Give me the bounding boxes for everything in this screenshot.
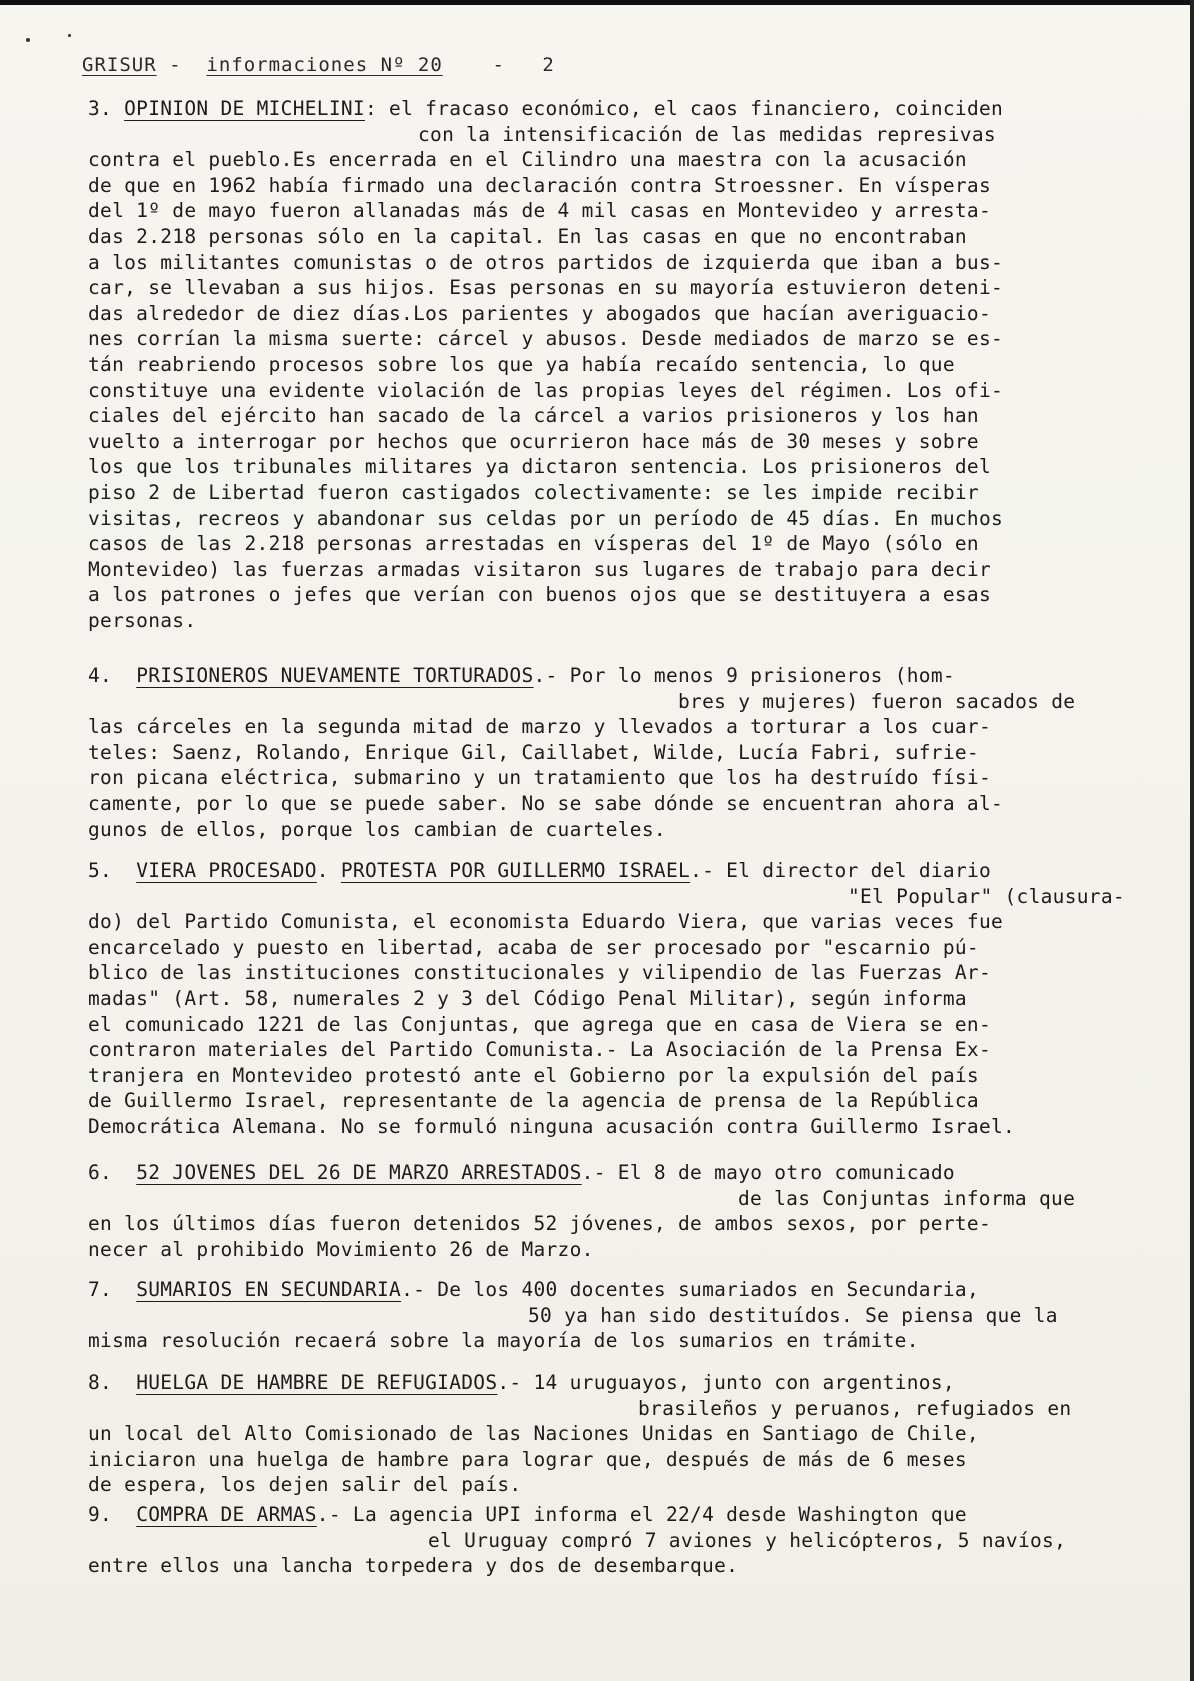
item-title: PRISIONEROS NUEVAMENTE TORTURADOS [136,664,534,687]
scan-speck [68,34,71,37]
item-lead: .- El director del diario [690,859,992,882]
item-title: SUMARIOS EN SECUNDARIA [136,1278,402,1301]
body-line: tán reabriendo procesos sobre los que ya había recaído sentencia, lo que [88,352,955,376]
item-lead-continuation: el Uruguay compró 7 aviones y helicópteros, 5 navíos, [428,1528,1067,1552]
item-title: VIERA PROCESADO [136,859,317,882]
item-lead-continuation: de las Conjuntas informa que [738,1186,1076,1210]
page-number: 2 [542,54,555,76]
item-lead: : el fracaso económico, el caos financiero, coinciden [364,97,1004,120]
item-body [88,1211,1178,1262]
body-line: un local del Alto Comisionado de las Naciones Unidas en Santiago de Chile, [88,1422,979,1446]
item-title: 52 JOVENES DEL 26 DE MARZO ARRESTADOS [136,1161,582,1184]
item-body [88,1421,1178,1498]
item-number: 7. [88,1278,113,1301]
body-line: del 1º de mayo fueron allanadas más de 4 mil casas en Montevideo y arresta- [88,199,991,223]
item-number: 6. [88,1161,113,1184]
body-line: piso 2 de Libertad fueron castigados colectivamente: se les impide recibir [88,480,979,504]
item-body [88,909,1178,1139]
news-item-6 [88,1160,1178,1262]
scan-right-edge [1190,0,1194,1681]
item-number: 9. [88,1503,113,1526]
item-number: 3. [88,97,113,120]
item-title: HUELGA DE HAMBRE DE REFUGIADOS [136,1371,498,1394]
item-lead-continuation: 50 ya han sido destituídos. Se piensa que la [528,1303,1058,1327]
item-lead-continuation: "El Popular" (clausura- [848,884,1125,908]
news-item-7 [88,1277,1178,1354]
header-separator: - [156,54,194,76]
body-line: a los militantes comunistas o de otros partidos de izquierda que iban a bus- [88,250,1004,274]
item-title-second: PROTESTA POR GUILLERMO ISRAEL [340,859,691,882]
body-line: ciales del ejército han sacado de la cárcel a varios prisioneros y los han [88,404,979,428]
body-line: las cárceles en la segunda mitad de marzo y llevados a torturar a los cuar- [88,715,991,739]
body-line: camente, por lo que se puede saber. No se sabe dónde se encuentran ahora al- [88,791,1004,815]
body-line: das alrededor de diez días.Los parientes y abogados que hacían averiguacio- [88,301,991,325]
body-line: visitas, recreos y abandonar sus celdas por un período de 45 días. En muchos [88,506,1004,530]
body-line: de espera, los dejen salir del país. [88,1473,522,1497]
body-line: vuelto a interrogar por hechos que ocurrieron hace más de 30 meses y sobre [88,429,979,453]
body-line: contraron materiales del Partido Comunista.- La Asociación de la Prensa Ex- [88,1038,991,1062]
item-lead: .- La agencia UPI informa el 22/4 desde Washington que [316,1503,967,1526]
item-lead: .- 14 uruguayos, junto con argentinos, [497,1371,955,1394]
body-line: nes corrían la misma suerte: cárcel y abusos. Desde mediados de marzo se es- [88,327,1004,351]
item-lead: .- De los 400 docentes sumariados en Secundaria, [401,1278,979,1301]
body-line: necer al prohibido Movimiento 26 de Marzo. [88,1237,594,1261]
body-line: gunos de ellos, porque los cambian de cuarteles. [88,817,666,841]
body-line: iniciaron una huelga de hambre para lograr que, después de más de 6 meses [88,1447,967,1471]
header-dash: - [492,54,505,76]
body-line: casos de las 2.218 personas arrestadas en vísperas del 1º de Mayo (sólo en [88,532,979,556]
body-line: Montevideo) las fuerzas armadas visitaron sus lugares de trabajo para decir [88,557,991,581]
item-lead-continuation: con la intensificación de las medidas represivas [418,122,996,146]
body-line: en los últimos días fueron detenidos 52 jóvenes, de ambos sexos, por perte- [88,1212,991,1236]
body-line: contra el pueblo.Es encerrada en el Cilindro una maestra con la acusación [88,148,967,172]
body-line: los que los tribunales militares ya dictaron sentencia. Los prisioneros del [88,455,991,479]
news-item-8 [88,1370,1178,1498]
body-line: a los patrones o jefes que verían con buenos ojos que se destituyera a esas [88,583,991,607]
item-body [88,1553,1178,1579]
item-lead: .- El 8 de mayo otro comunicado [581,1161,955,1184]
scan-speck [26,38,30,42]
item-title: OPINION DE MICHELINI [124,97,365,120]
news-item-9 [88,1502,1178,1579]
body-line: Democrática Alemana. No se formuló ninguna acusación contra Guillermo Israel. [88,1114,1016,1138]
header-title: informaciones Nº 20 [206,54,443,76]
page-header [82,54,555,76]
body-line: misma resolución recaerá sobre la mayoría de los sumarios en trámite. [88,1329,919,1353]
body-line: de que en 1962 había firmado una declaración contra Stroessner. En vísperas [88,173,991,197]
body-line: ron picana eléctrica, submarino y un tratamiento que los ha destruído físi- [88,766,991,790]
news-item-3 [88,96,1178,633]
body-line: tranjera en Montevideo protestó ante el Gobierno por la expulsión del país [88,1063,979,1087]
body-line: encarcelado y puesto en libertad, acaba de ser procesado por "escarnio pú- [88,935,979,959]
item-number: 4. [88,664,113,687]
item-lead-continuation: brasileños y peruanos, refugiados en [638,1396,1072,1420]
news-item-5: 5. VIERA PROCESADO. PROTESTA POR GUILLERMO ISRAEL.- El director del diario "El Popular" (clausura- do) del Partido Comunista, el economista Eduardo Viera, que varias veces fue encarcelado y puesto en libertad, acaba de ser procesado por "escarnio pú- blico de las instituciones constitucionales y vilipendio de las Fuerzas Ar- madas" (Art. 58, numerales 2 y 3 del Código Penal Militar), según informa el comunicado 1221 de las Conjuntas, que agrega que en casa de Viera se en- contraron materiales del Partido Comunista.- La Asociación de la Prensa Ex- tranjera en Montevideo protestó ante el Gobierno por la expulsión del país de Guillermo Israel, representante de la agencia de prensa de la República Democrática Alemana. No se formuló ninguna acusación contra Guillermo Israel. [88,858,1178,1140]
item-body [88,147,1178,633]
body-line: el comunicado 1221 de las Conjuntas, que agrega que en casa de Viera se en- [88,1012,991,1036]
body-line: das 2.218 personas sólo en la capital. En las casas en que no encontraban [88,224,967,248]
header-org: GRISUR [82,54,157,76]
body-line: constituye una evidente violación de las propias leyes del régimen. Los ofi- [88,378,1004,402]
item-title: COMPRA DE ARMAS [136,1503,317,1526]
body-line: teles: Saenz, Rolando, Enrique Gil, Caillabet, Wilde, Lucía Fabri, sufrie- [88,740,979,764]
item-number: 5. [88,859,113,882]
body-line: entre ellos una lancha torpedera y dos de desembarque. [88,1554,739,1578]
item-lead-continuation: bres y mujeres) fueron sacados de [678,689,1076,713]
body-line: do) del Partido Comunista, el economista Eduardo Viera, que varias veces fue [88,910,1004,934]
body-line: madas" (Art. 58, numerales 2 y 3 del Código Penal Militar), según informa [88,986,967,1010]
news-item-4 [88,663,1178,842]
body-line: car, se llevaban a sus hijos. Esas personas en su mayoría estuvieron deteni- [88,276,1004,300]
scan-top-edge [0,0,1194,5]
body-line: personas. [88,608,197,632]
item-lead: .- Por lo menos 9 prisioneros (hom- [533,664,955,687]
item-body [88,1328,1178,1354]
item-number: 8. [88,1371,113,1394]
body-line: blico de las instituciones constitucionales y vilipendio de las Fuerzas Ar- [88,961,991,985]
item-body [88,714,1178,842]
body-line: de Guillermo Israel, representante de la agencia de prensa de la República [88,1089,979,1113]
